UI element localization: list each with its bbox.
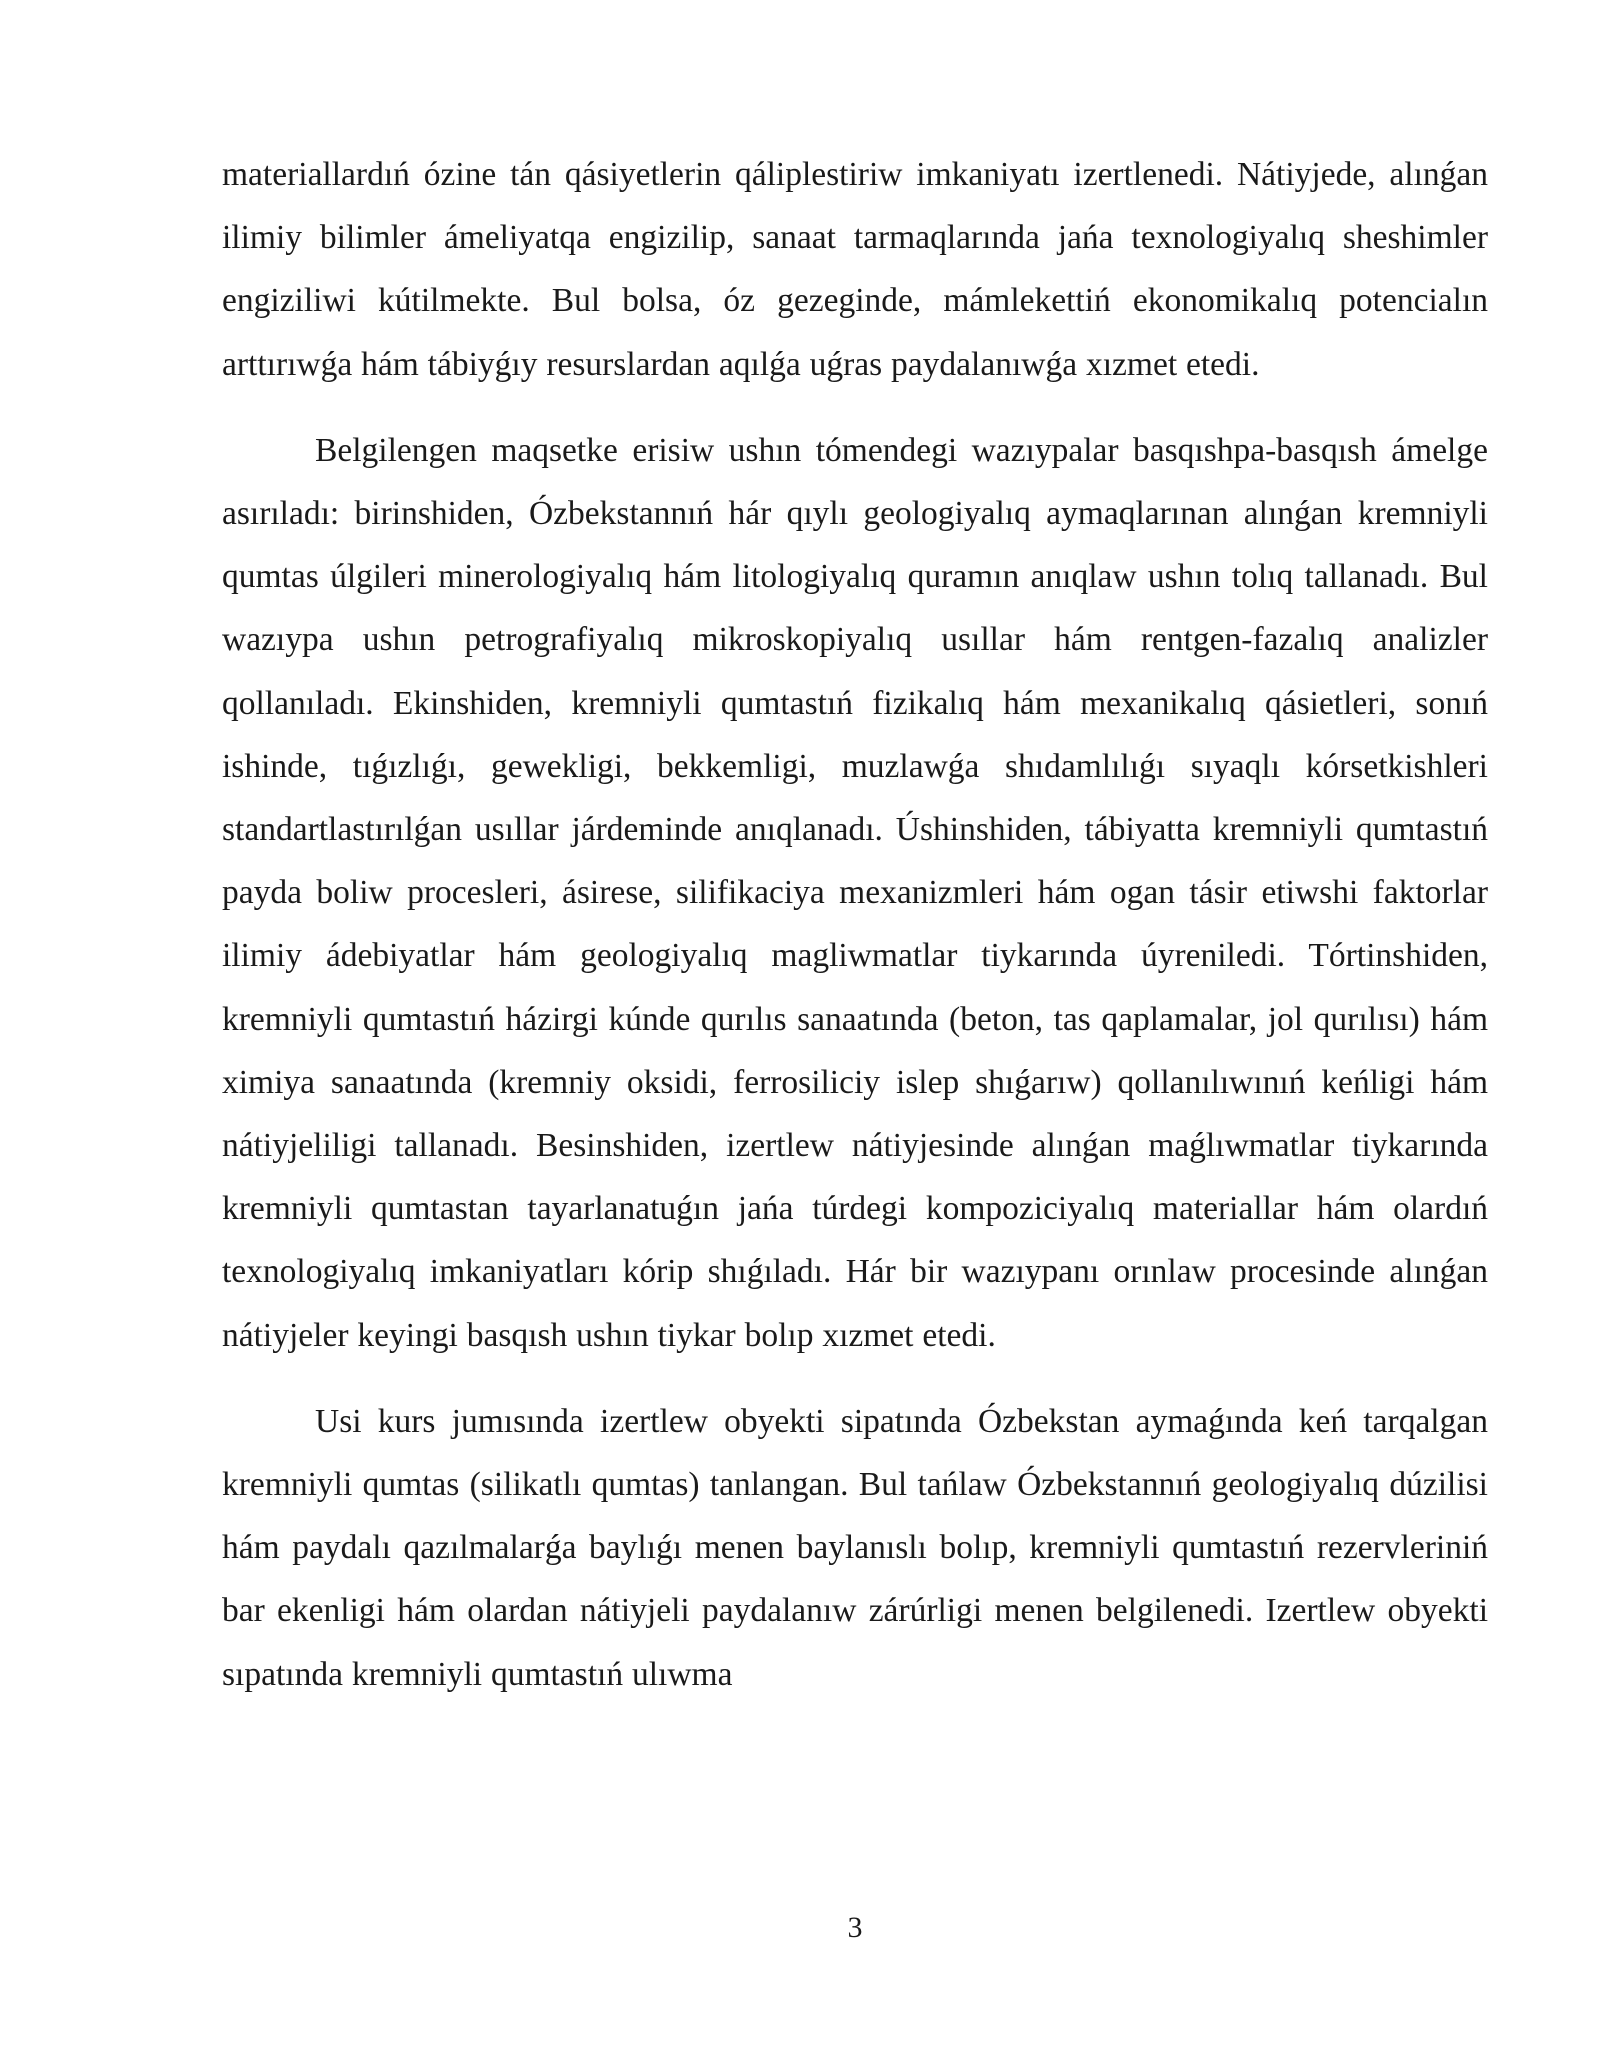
- page-body: [222, 143, 1488, 1706]
- paragraph-continued: materiallardıń ózine tán qásiyetlerin qáliplestiriw imkaniyatı izertlenedi. Nátiyjede, alınǵan ilimiy bilimler ámeliyatqa engizilip, sanaat tarmaqlarında jańa texnologiyalıq sheshimler engiziliwi kútilmekte. Bul bolsa, óz gezeginde, mámlekettiń ekonomikalıq potencialın arttırıwǵa hám tábiyǵıy resurslardan aqılǵa uǵras paydalanıwǵa xızmet etedi.: [222, 156, 1488, 383]
- paragraph-research-tasks: Belgilengen maqsetke erisiw ushın tómendegi wazıypalar basqıshpa-basqısh ámelge asırıladı: birinshiden, Ózbekstannıń hár qıylı geologiyalıq aymaqlarınan alınǵan kremniyli qumtas úlgileri minerologiyalıq hám litologiyalıq quramın anıqlaw ushın tolıq tallanadı. Bul wazıypa ushın petrografiyalıq mikroskopiyalıq usıllar hám rentgen-fazalıq analizler qollanıladı. Ekinshiden, kremniyli qumtastıń fizikalıq hám mexanikalıq qásietleri, sonıń ishinde, tıǵızlıǵı, gewekligi, bekkemligi, muzlawǵa shıdamlılıǵı sıyaqlı kórsetkishleri standartlastırılǵan usıllar járdeminde anıqlanadı. Úshinshiden, tábiyatta kremniyli qumtastıń payda boliw procesleri, ásirese, silifikaciya mexanizmleri hám ogan tásir etiwshi faktorlar ilimiy ádebiyatlar hám geologiyalıq magliwmatlar tiykarında úyreniledi. Tórtinshiden, kremniyli qumtastıń házirgi kúnde qurılıs sanaatında (beton, tas qaplamalar, jol qurılısı) hám ximiya sanaatında (kremniy oksidi, ferrosiliciy islep shıǵarıw) qollanılıwınıń keńligi hám nátiyjeliligi tallanadı. Besinshiden, izertlew nátiyjesinde alınǵan maǵlıwmatlar tiykarında kremniyli qumtastan tayarlanatuǵın jańa túrdegi kompoziciyalıq materiallar hám olardıń texnologiyalıq imkaniyatları kórip shıǵıladı. Hár bir wazıypanı orınlaw procesinde alınǵan nátiyjeler keyingi basqısh ushın tiykar bolıp xızmet etedi.: [222, 431, 1488, 1354]
- paragraph-research-object: Usi kurs jumısında izertlew obyekti sipatında Ózbekstan aymaǵında keń tarqalgan kremniyli qumtas (silikatlı qumtas) tanlangan. Bul tańlaw Ózbekstannıń geologiyalıq dúzilisi hám paydalı qazılmalarǵa baylıǵı menen baylanıslı bolıp, kremniyli qumtastıń rezervleriniń bar ekenligi hám olardan nátiyjeli paydalanıw zárúrligi menen belgilenedi. Izertlew obyekti sıpatında kremniyli qumtastıń ulıwma: [222, 1402, 1488, 1693]
- page-number: 3: [847, 1911, 863, 1944]
